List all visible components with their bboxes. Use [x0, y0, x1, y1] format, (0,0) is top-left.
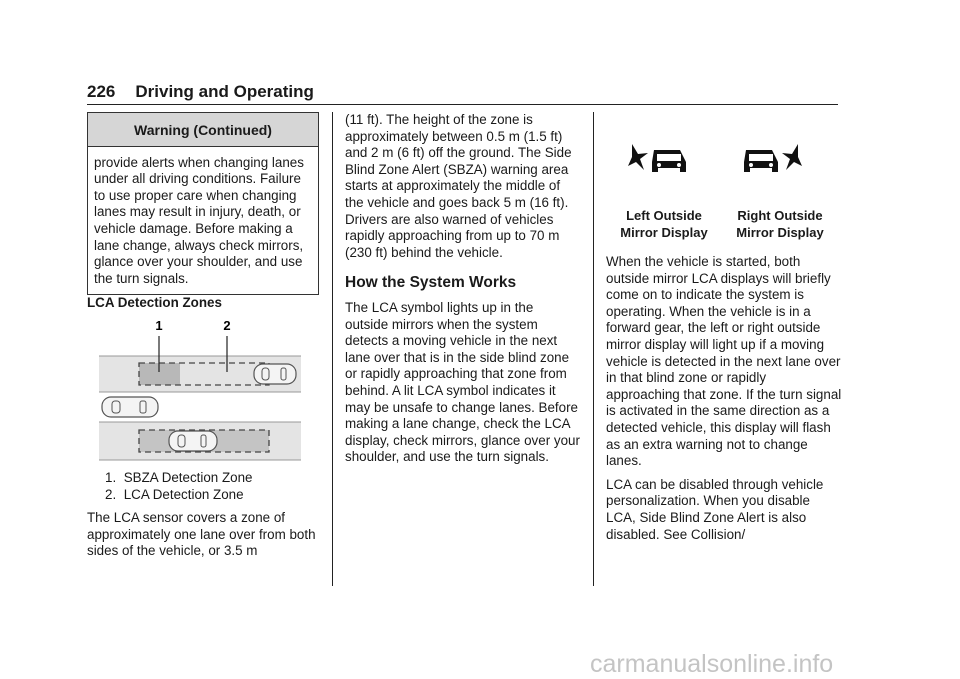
car-bottom	[169, 431, 217, 451]
column-1	[87, 112, 319, 560]
lca-zones-illustration	[87, 312, 319, 462]
mirror-display-figure	[606, 112, 842, 246]
left-mirror-lca-icon	[628, 144, 686, 172]
page-header	[87, 82, 314, 102]
legend-item: 2. LCA Detection Zone	[105, 486, 244, 502]
lca-zones-figure	[87, 312, 319, 462]
warning-body: provide alerts when changing lanes under all driving conditions. Failure to use proper care when changing lanes may result in injury, death, or vehicle damage. Before making a lane change, always check mirrors, glance over your shoulder, and use the turn signals.	[94, 154, 304, 286]
right-mirror-label: Right Outside Mirror Display	[736, 208, 824, 240]
header-rule	[87, 104, 838, 105]
page-number: 226	[87, 82, 116, 101]
warning-heading: Warning (Continued)	[88, 113, 318, 147]
section-title: Driving and Operating	[135, 82, 314, 101]
section-heading: How the System Works	[345, 274, 517, 292]
col3-paragraph-2: LCA can be disabled through vehicle personalization. When you disable LCA, Side Blind Zone Alert is also disabled. See Collision/	[606, 476, 824, 542]
left-mirror-label: Left Outside Mirror Display	[620, 208, 708, 240]
col2-paragraph-2: The LCA symbol lights up in the outside mirrors when the system detects a moving vehicle in the next lane over that is in the side blind zone or rapidly approaching that zone from behind. A lit LCA symbol indicates it may be unsafe to change lanes. Before making a lane change, check the LCA display, check mirrors, glance over your shoulder, and use the turn signals.	[345, 299, 580, 465]
column-divider-1	[332, 112, 333, 586]
car-middle	[102, 397, 158, 417]
column-2	[345, 112, 580, 466]
legend-item: 1. SBZA Detection Zone	[105, 469, 253, 485]
column-3	[606, 112, 842, 543]
car-top	[254, 364, 296, 384]
callout-1: 1	[155, 317, 163, 333]
figure-legend	[87, 470, 319, 503]
column-divider-2	[593, 112, 594, 586]
right-mirror-lca-icon	[744, 144, 802, 172]
col2-paragraph-1: (11 ft). The height of the zone is approximately between 0.5 m (1.5 ft) and 2 m (6 ft) off the ground. The Side Blind Zone Alert (SBZA) warning area starts at approximately the middle of the vehicle and goes back 5 m (16 ft). Drivers are also warned of vehicles rapidly approaching from up to 70 m (230 ft) behind the vehicle.	[345, 112, 572, 260]
callout-2: 2	[223, 317, 231, 333]
col3-paragraph-1: When the vehicle is started, both outside mirror LCA displays will briefly come on to indicate the system is operating. When the vehicle is in a forward gear, the left or right outside mirror display will light up if a moving vehicle is detected in the next lane over in that blind zone or rapidly approaching that zone. If the turn signal is activated in the same direction as a detected vehicle, this display will flash as an extra warning not to change lanes.	[606, 254, 842, 469]
figure-heading: LCA Detection Zones	[87, 295, 222, 311]
col1-paragraph: The LCA sensor covers a zone of approximately one lane over from both sides of the vehicle, or 3.5 m	[87, 510, 316, 559]
watermark: carmanualsonline.info	[590, 650, 834, 678]
warning-box	[87, 112, 319, 295]
